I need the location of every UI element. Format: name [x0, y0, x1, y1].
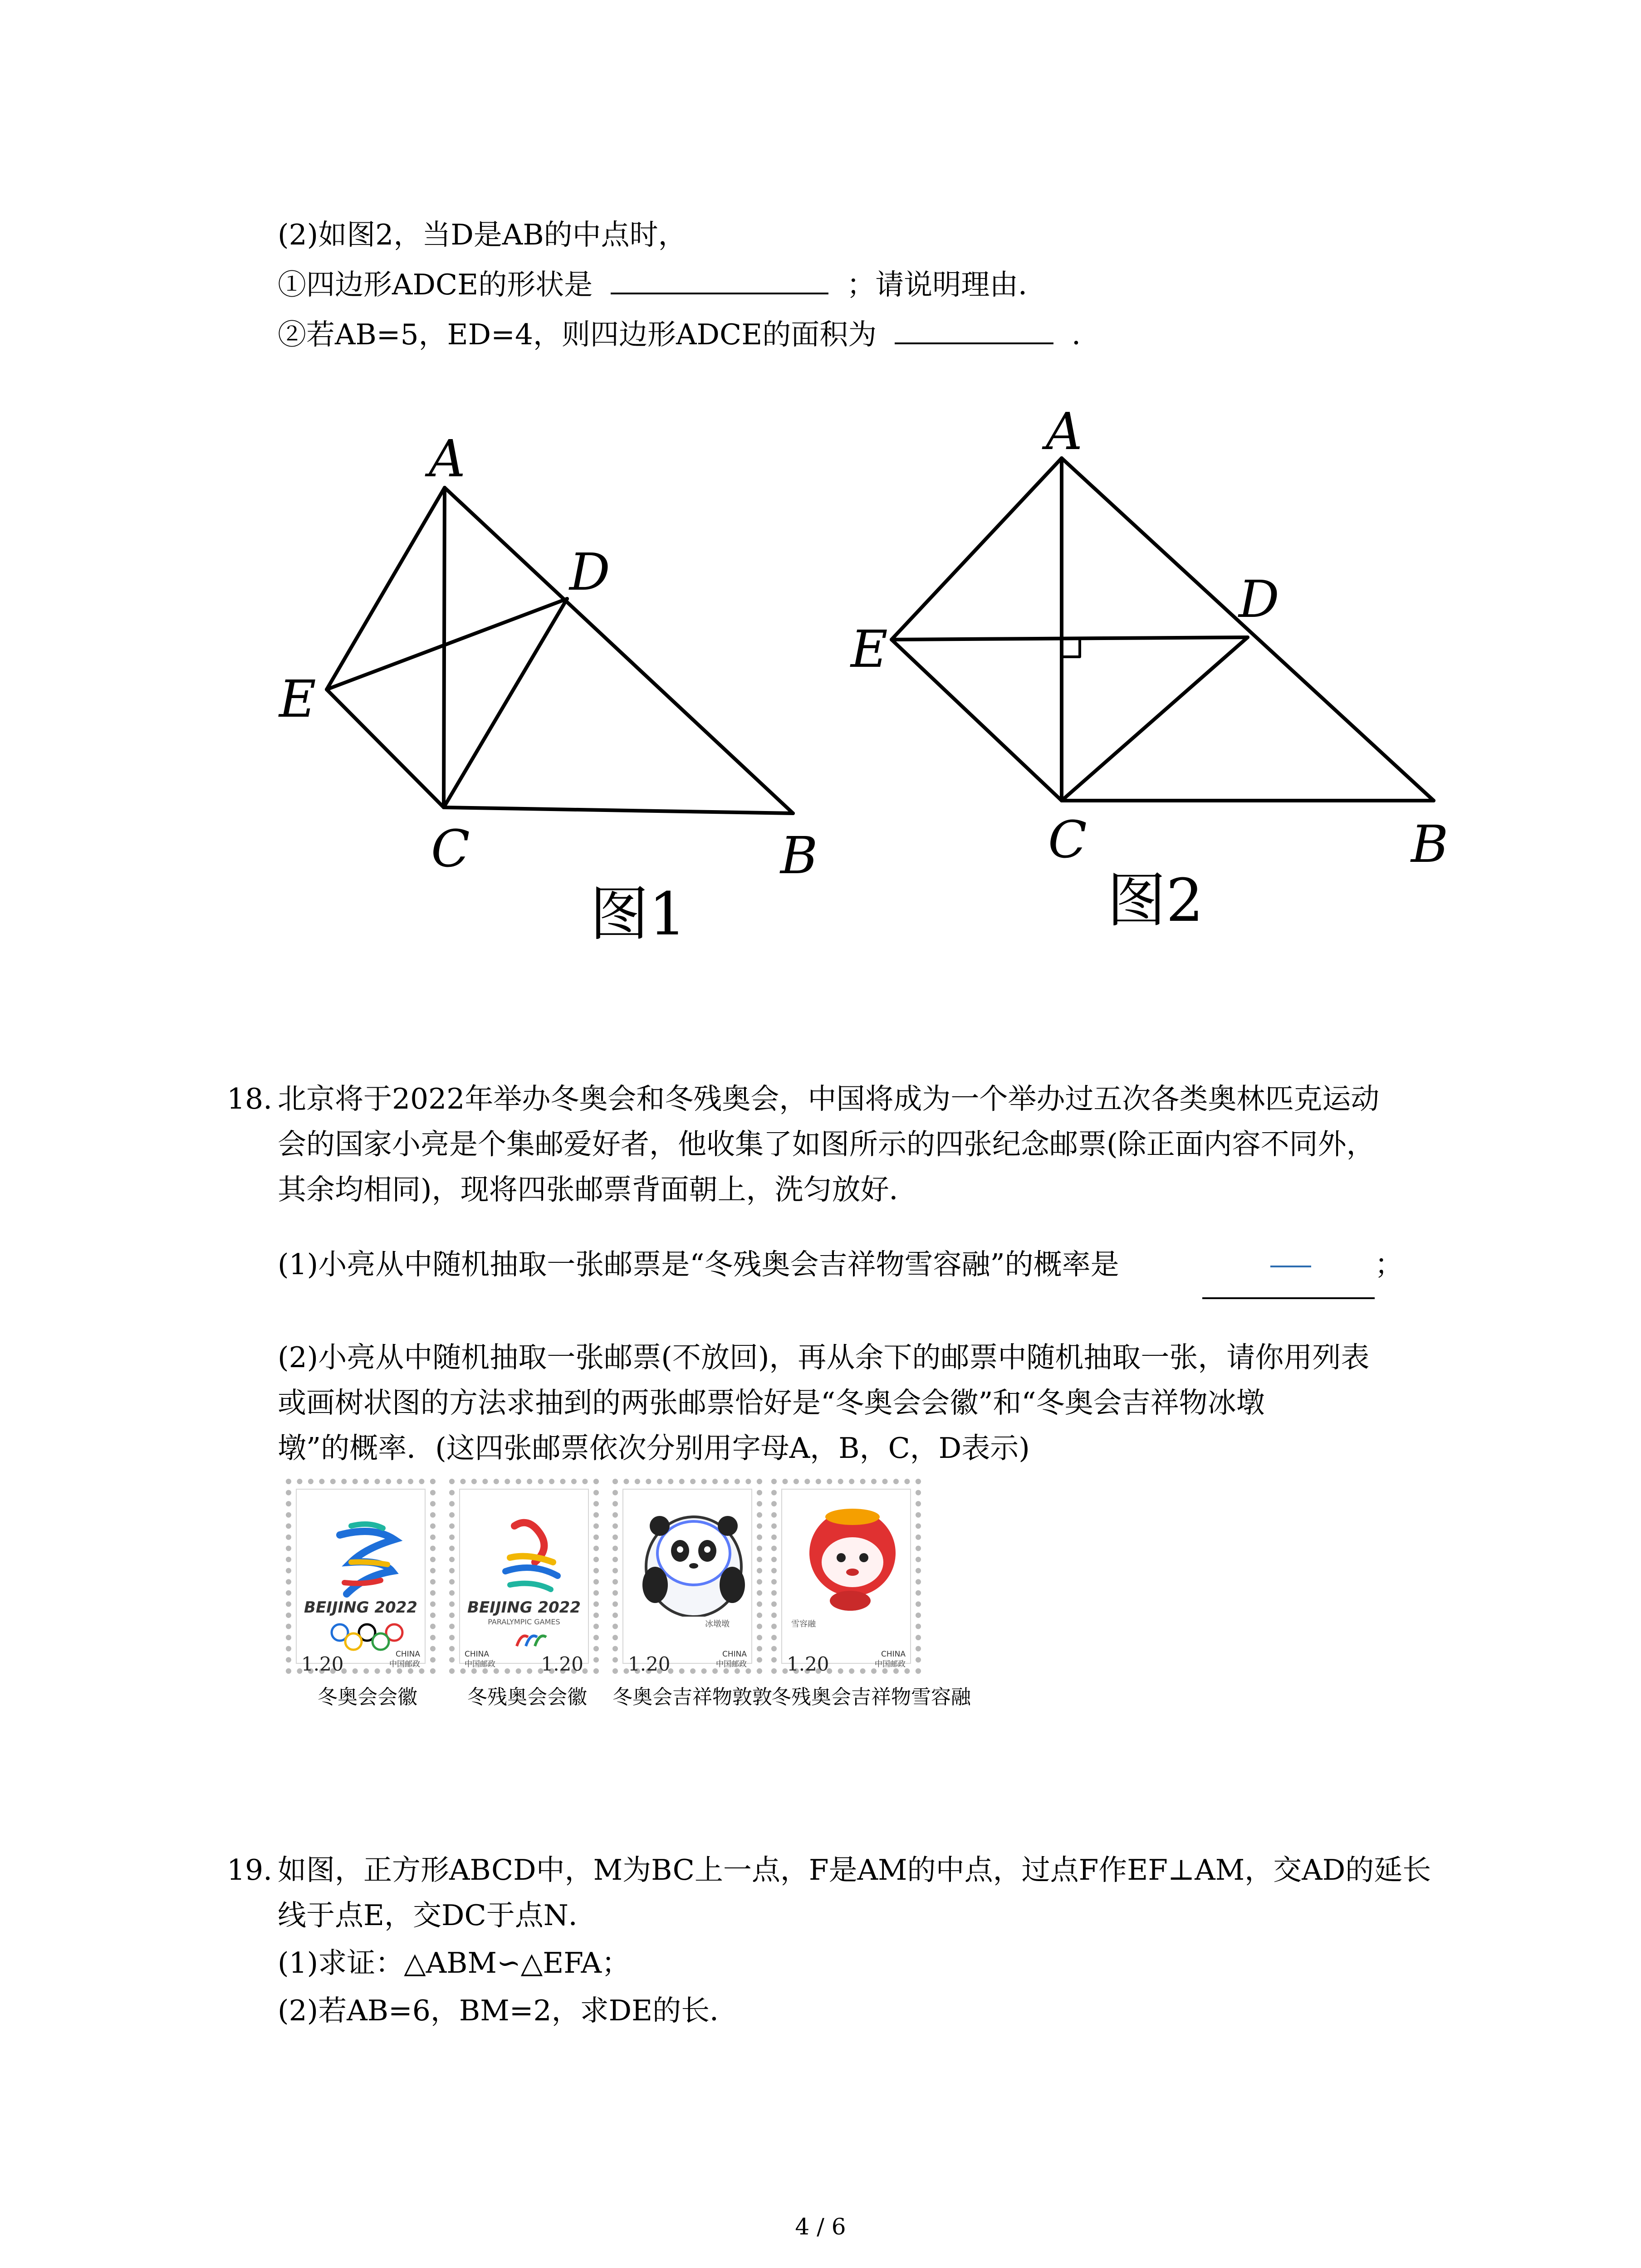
q19-number: 19. [227, 1853, 273, 1887]
stamp-a-china-post: CHINA 中国邮政 [389, 1650, 420, 1669]
stamp-d-price: 1.20 [787, 1653, 829, 1675]
q18-line-3: 其余均相同)，现将四张邮票背面朝上，洗匀放好． [278, 1173, 918, 1206]
stamp-winter-olympics-emblem [286, 1479, 436, 1674]
stamp-d-caption: 冬残奥会吉祥物雪容融 [771, 1686, 971, 1709]
fig2-label-a: A [1046, 402, 1083, 461]
q18-part-2-line-3: 墩”的概率．(这四张邮票依次分别用字母A，B，C，D表示) [278, 1432, 1030, 1465]
q19-line-2: 线于点E，交DC于点N． [278, 1899, 597, 1932]
q18-number: 18. [227, 1082, 273, 1115]
stamp-a-caption: 冬奥会会徽 [318, 1686, 417, 1709]
q17-question-1 [278, 263, 1047, 307]
stamp-c-china-post: CHINA 中国邮政 [716, 1650, 747, 1669]
stamp-c-caption: 冬奥会吉祥物敦敦 [612, 1686, 772, 1709]
olympic-rings-icon [322, 1621, 412, 1653]
fig2-right-angle-mark [1062, 639, 1080, 657]
q18-p1-fraction-bar [1270, 1266, 1311, 1267]
fig1-label-e: E [279, 670, 316, 729]
figure-2-caption: 图2 [1107, 866, 1204, 935]
q17-q1-suffix: ；请说明理由． [847, 268, 1047, 301]
stamp-d-label: 雪容融 [791, 1619, 816, 1629]
stamp-shuey-rhon-rhon [771, 1479, 921, 1674]
stamp-b-price: 1.20 [541, 1653, 583, 1675]
q18-part-2-line-1: (2)小亮从中随机抽取一张邮票(不放回)，再从余下的邮票中随机抽取一张，请你用列表 [278, 1341, 1370, 1374]
q18-line-2: 会的国家小亮是个集邮爱好者，他收集了如图所示的四张纪念邮票(除正面内容不同外， [278, 1128, 1375, 1161]
q17-q1-answer-blank[interactable] [611, 265, 828, 294]
q18-part-2-line-2: 或画树状图的方法求抽到的两张邮票恰好是“冬奥会会徽”和“冬奥会吉祥物冰墩 [278, 1386, 1265, 1419]
panda-mascot-icon [623, 1499, 764, 1617]
q17-question-2 [278, 313, 1100, 357]
fig1-label-b: B [780, 826, 818, 885]
q18-p1-answer-blank[interactable] [1202, 1297, 1375, 1299]
stamp-b-subtitle: PARALYMPIC GAMES [488, 1618, 560, 1626]
stamp-c-price: 1.20 [628, 1653, 671, 1675]
stamp-c-label: 冰墩墩 [705, 1619, 730, 1629]
fig1-label-a: A [429, 430, 465, 489]
page-number: 4 / 6 [795, 2214, 846, 2240]
q18-p1-end: ； [1375, 1248, 1403, 1281]
q18-line-1: 北京将于2022年举办冬奥会和冬残奥会，中国将成为一个举办过五次各类奥林匹克运动 [278, 1082, 1380, 1115]
stamp-b-caption: 冬残奥会会徽 [467, 1686, 587, 1709]
figure-2-diagram [839, 399, 1474, 921]
q17-part2-intro: (2)如图2，当D是AB的中点时， [278, 218, 687, 251]
fig2-segment-ae [892, 458, 1062, 640]
q17-q2-suffix: ． [1072, 318, 1101, 351]
agitos-icon [508, 1628, 553, 1651]
fig2-segment-ed [892, 637, 1248, 640]
fig1-segment-ae [327, 488, 445, 689]
lantern-mascot-icon [782, 1499, 923, 1617]
q18-part-1 [278, 1243, 1119, 1286]
fig2-label-d: D [1239, 570, 1279, 629]
figure-1-diagram [254, 408, 844, 930]
stamp-d-china-post: CHINA 中国邮政 [875, 1650, 906, 1669]
stamp-paralympics-emblem [449, 1479, 599, 1674]
fig2-label-e: E [851, 620, 888, 679]
fig2-segment-ec [892, 640, 1062, 801]
paralympic-emblem-icon [460, 1508, 601, 1612]
olympic-emblem-icon [297, 1508, 437, 1612]
fig1-segment-ed [327, 599, 567, 689]
q17-q2-prefix: ②若AB=5，ED=4，则四边形ADCE的面积为 [278, 318, 877, 351]
stamp-b-brand: BEIJING 2022 [467, 1598, 581, 1617]
fig1-segment-dc [444, 599, 567, 807]
q17-q2-answer-blank[interactable] [895, 315, 1053, 344]
figure-1-caption: 图1 [590, 880, 686, 948]
fig1-label-c: C [431, 820, 470, 879]
stamp-b-china-post: CHINA 中国邮政 [465, 1650, 495, 1669]
stamp-a-brand: BEIJING 2022 [304, 1598, 417, 1617]
fig1-label-d: D [569, 543, 610, 602]
q18-p1-text: (1)小亮从中随机抽取一张邮票是“冬残奥会吉祥物雪容融”的概率是 [278, 1248, 1119, 1281]
q17-q1-prefix: ①四边形ADCE的形状是 [278, 268, 593, 301]
fig1-segment-ec [327, 689, 444, 807]
fig2-label-b: B [1411, 815, 1449, 874]
q19-part-2: (2)若AB=6，BM=2，求DE的长． [278, 1994, 739, 2027]
fig1-segment-ab [445, 488, 793, 813]
stamp-bing-dwen-dwen [612, 1479, 762, 1674]
fig1-segment-cb [444, 807, 793, 813]
fig2-segment-dc [1062, 637, 1248, 801]
q19-line-1: 如图，正方形ABCD中，M为BC上一点，F是AM的中点，过点F作EF⊥AM，交AD的延长 [278, 1853, 1431, 1887]
fig1-segment-ac [444, 488, 445, 807]
stamp-a-price: 1.20 [301, 1653, 344, 1675]
q19-part-1: (1)求证：△ABM∽△EFA； [278, 1946, 630, 1980]
fig2-label-c: C [1048, 811, 1087, 870]
